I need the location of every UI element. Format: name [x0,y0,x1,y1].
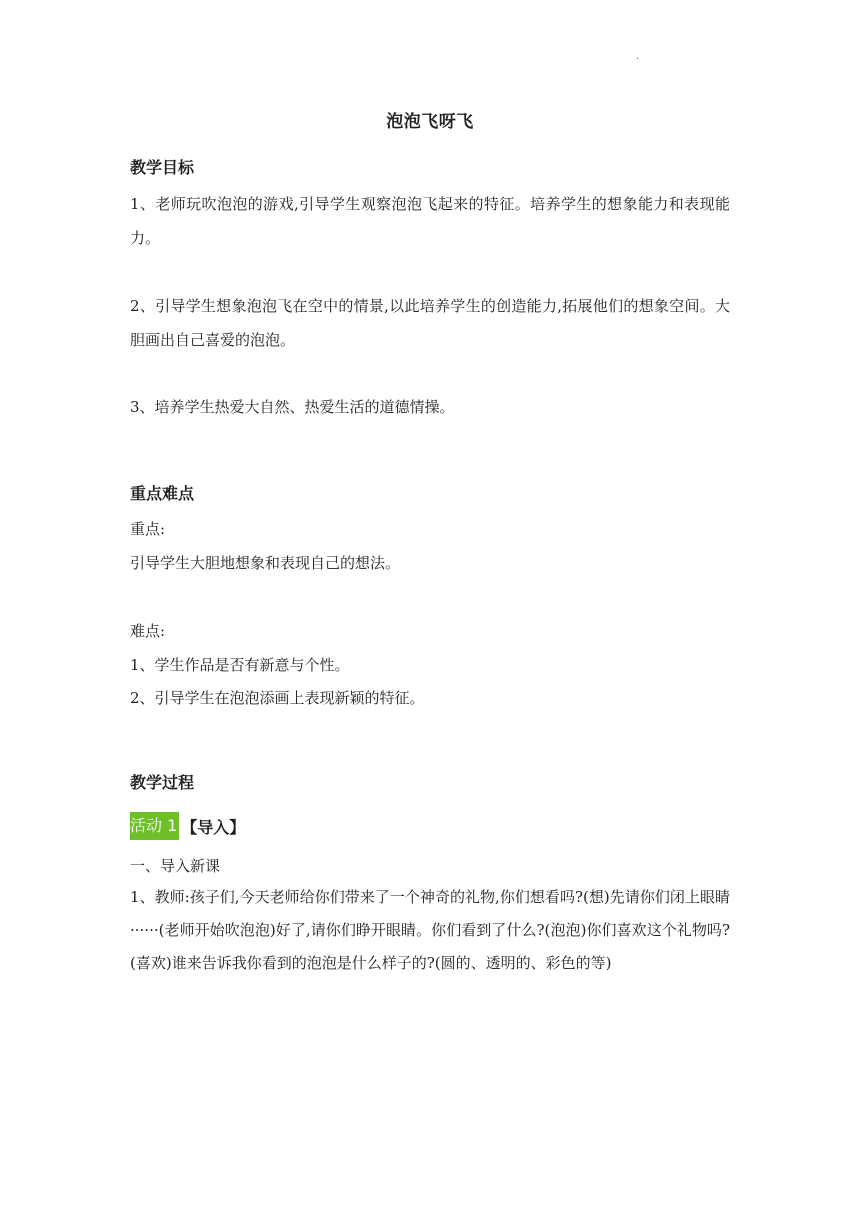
difficulty-item-1: 1、学生作品是否有新意与个性。 [130,656,350,674]
document-title: 泡泡飞呀飞 [386,112,474,132]
goal-item-3: 3、培养学生热爱大自然、热爱生活的道德情操。 [130,398,455,416]
process-subheading: 一、导入新课 [130,857,221,875]
activity-row [130,812,245,840]
key-point-text: 引导学生大胆地想象和表现自己的想法。 [130,554,401,572]
goal-item-1: 1、老师玩吹泡泡的游戏,引导学生观察泡泡飞起来的特征。培养学生的想象能力和表现能力。 [130,195,730,247]
key-point-label: 重点: [130,520,166,538]
key-points-heading: 重点难点 [130,484,195,503]
difficulty-label: 难点: [130,622,166,640]
activity-label: 【导入】 [181,817,246,837]
difficulty-item-2: 2、引导学生在泡泡添画上表现新颖的特征。 [130,689,425,707]
goals-heading: 教学目标 [130,158,195,177]
activity-badge: 活动 1 [130,812,179,840]
goal-item-2: 2、引导学生想象泡泡飞在空中的情景,以此培养学生的创造能力,拓展他们的想象空间。大胆画出自己喜爱的泡泡。 [130,297,730,349]
process-heading: 教学过程 [130,773,195,792]
process-paragraph: 1、教师:孩子们,今天老师给你们带来了一个神奇的礼物,你们想看吗?(想)先请你们闭上眼睛······(老师开始吹泡泡)好了,请你们睁开眼睛。你们看到了什么?(泡泡)你们喜欢这个礼物吗?(喜欢)谁来告诉我你看到的泡泡是什么样子的?(圆的、透明的、彩色的等) [130,888,730,972]
corner-mark: · [636,54,640,65]
